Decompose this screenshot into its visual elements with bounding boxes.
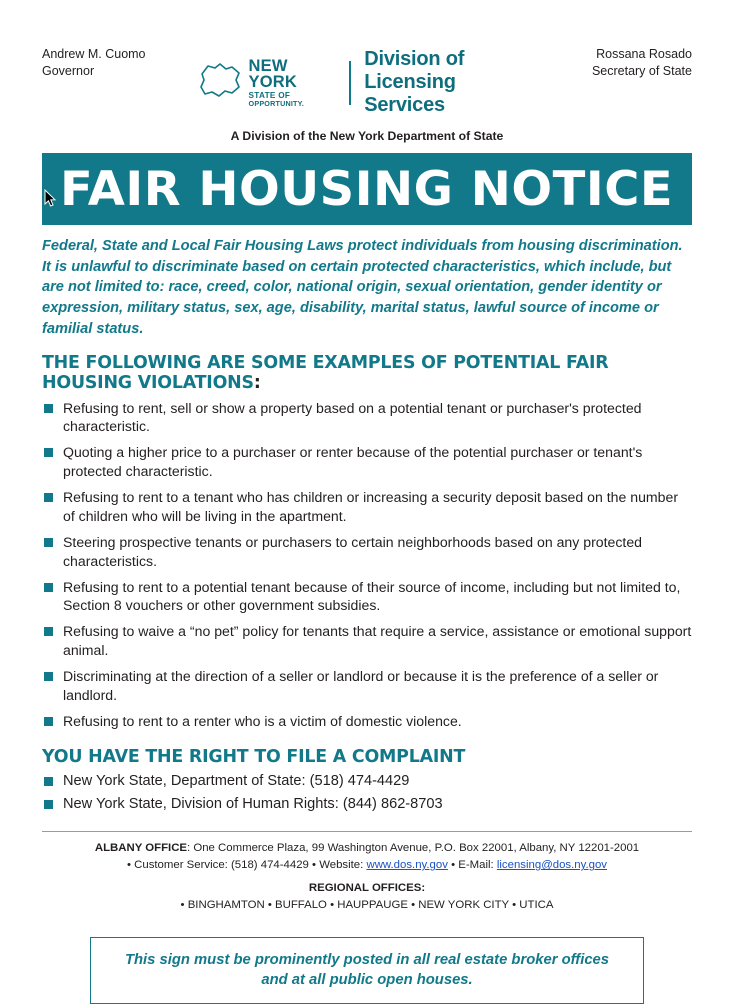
list-item: New York State, Division of Human Rights: (844) 862-8703 <box>42 794 692 815</box>
posting-requirement-line1: This sign must be prominently posted in all real estate broker offices <box>124 951 610 968</box>
violations-heading-text: THE FOLLOWING ARE SOME EXAMPLES OF POTENTIAL FAIR HOUSING VIOLATIONS <box>42 352 609 393</box>
list-item: Refusing to rent to a potential tenant because of their source of income, including but not limited to, Section 8 vouchers or other government subsidies. <box>42 578 692 616</box>
secretary-title: Secretary of State <box>591 63 692 78</box>
violations-heading-colon: : <box>253 372 261 393</box>
page-title: FAIR HOUSING NOTICE <box>60 161 674 217</box>
governor-title: Governor <box>42 63 95 78</box>
list-item: New York State, Department of State: (518) 474-4429 <box>42 771 692 792</box>
albany-office-line <box>42 840 692 857</box>
footer-contact-info <box>42 840 692 914</box>
secretary-block <box>536 46 692 80</box>
new-york-state-wordmark: NEW YORK STATE OF OPPORTUNITY. <box>248 56 305 108</box>
logo-divider <box>349 61 351 105</box>
complaint-contact-list <box>42 771 692 815</box>
intro-paragraph: Federal, State and Local Fair Housing Laws protect individuals from housing discrimination. It is unlawful to discriminate based on certain protected characteristics, which include, but are not limited to: race, creed, color, national origin, sexual orientation, gender identity or expression, military status, sex, age, disability, marital status, lawful source of income or familial status. <box>42 238 683 337</box>
division-title-line1: Division of <box>364 48 465 70</box>
albany-office-label: ALBANY OFFICE <box>94 842 188 855</box>
division-title-line2: Licensing Services <box>364 71 456 116</box>
violations-list <box>42 399 692 731</box>
complaint-heading: YOU HAVE THE RIGHT TO FILE A COMPLAINT <box>42 746 466 767</box>
list-item: Discriminating at the direction of a seller or landlord or because it is the preference of a seller or landlord. <box>42 667 692 705</box>
new-york-state-mark <box>198 58 337 107</box>
governor-block <box>42 46 198 80</box>
agency-logo <box>198 48 537 117</box>
regional-offices-list: • BINGHAMTON • BUFFALO • HAUPPAUGE • NEW YORK CITY • UTICA <box>180 899 554 912</box>
posting-requirement-line2: and at all public open houses. <box>261 972 473 988</box>
violations-heading <box>42 353 692 393</box>
list-item: Refusing to rent to a renter who is a victim of domestic violence. <box>42 712 692 731</box>
list-item: Quoting a higher price to a purchaser or renter because of the potential purchaser or tenant's protected characteristic. <box>42 443 692 481</box>
list-item: Refusing to rent, sell or show a property based on a potential tenant or purchaser's protected characteristic. <box>42 399 692 437</box>
posting-requirement-box <box>90 937 644 1004</box>
footer-divider <box>42 831 692 832</box>
secretary-name: Rossana Rosado <box>596 47 692 61</box>
customer-service-line <box>42 857 692 874</box>
list-item: Steering prospective tenants or purchasers to certain neighborhoods based on any protected characteristics. <box>42 533 692 571</box>
email-link[interactable]: licensing@dos.ny.gov <box>496 859 608 872</box>
division-title <box>364 48 536 117</box>
list-item: Refusing to rent to a tenant who has children or increasing a security deposit based on the number of children who will be living in the apartment. <box>42 488 692 526</box>
regional-offices-heading: REGIONAL OFFICES: <box>308 882 426 895</box>
department-subheading: A Division of the New York Department of State <box>230 129 504 143</box>
albany-office-address: : One Commerce Plaza, 99 Washington Avenue, P.O. Box 22001, Albany, NY 12201-2001 <box>187 842 640 855</box>
list-item: Refusing to waive a “no pet” policy for tenants that require a service, assistance or emotional support animal. <box>42 622 692 660</box>
governor-name: Andrew M. Cuomo <box>42 47 146 61</box>
customer-service-text: • Customer Service: (518) 474-4429 • Website: <box>126 859 367 872</box>
title-banner <box>42 153 692 225</box>
website-link[interactable]: www.dos.ny.gov <box>366 859 448 872</box>
document-header <box>42 0 692 117</box>
email-label: • E-Mail: <box>447 859 497 872</box>
new-york-state-outline-icon <box>198 60 244 105</box>
